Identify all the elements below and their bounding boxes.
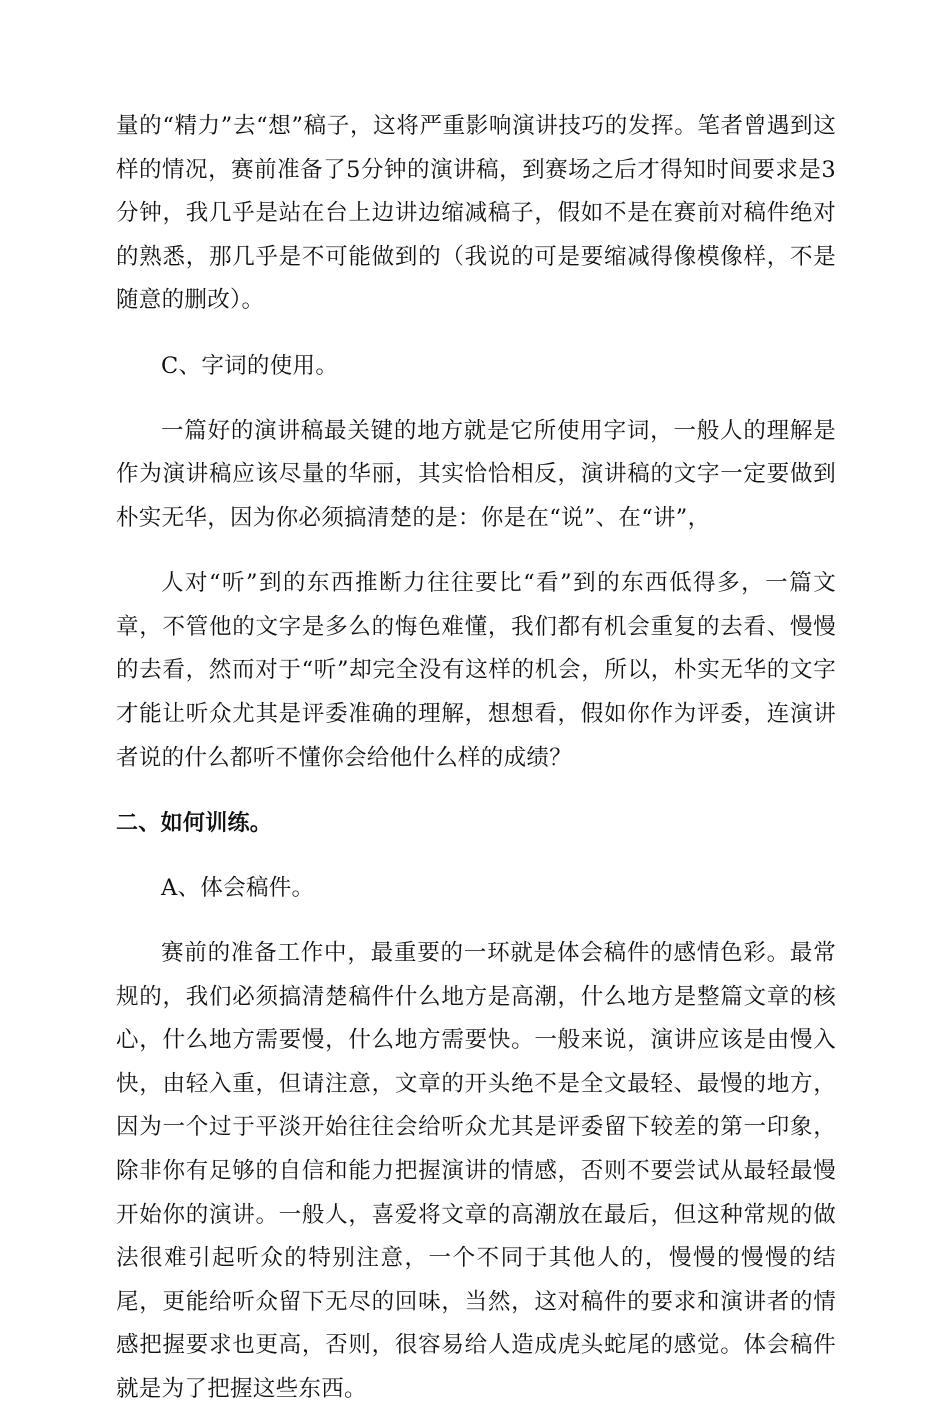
paragraph-gap (116, 541, 836, 563)
paragraph-listening-vs-reading: 人对“听”到的东西推断力往往要比“看”到的东西低得多，一篇文章，不管他的文字是多么的悔色难懂，我们都有机会重复的去看、慢慢的去看，然而对于“听”却完全没有这样的机会，所以，朴实无华的文字才能让听众尤其是评委准确的理解，想想看，假如你作为评委，连演讲者说的什么都听不懂你会给他什么样的成绩？ (116, 570, 836, 771)
paragraph-preparation-experience: 量的“精力”去“想”稿子，这将严重影响演讲技巧的发挥。笔者曾遇到这样的情况，赛前准备了5分钟的演讲稿，到赛场之后才得知时间要求是3分钟，我几乎是站在台上边讲边缩减稿子，假如不是在赛前对稿件绝对的熟悉，那几乎是不可能做到的（我说的可是要缩减得像模像样，不是随意的删改）。 (116, 113, 836, 314)
paragraph-gap (116, 845, 836, 867)
paragraph-gap (116, 323, 836, 345)
paragraph-gap (116, 388, 836, 410)
paragraph-word-choice: 一篇好的演讲稿最关键的地方就是它所使用字词，一般人的理解是作为演讲稿应该尽量的华丽，其实恰恰相反，演讲稿的文字一定要做到朴实无华，因为你必须搞清楚的是：你是在“说”、在“讲”， (116, 417, 836, 531)
subheading-word-usage: C、字词的使用。 (161, 352, 339, 379)
document-body (116, 105, 836, 1412)
section-heading-training: 二、如何训练。 (116, 810, 273, 836)
paragraph-gap (116, 780, 836, 802)
subheading-understand-script: A、体会稿件。 (161, 874, 315, 901)
paragraph-script-emotion: 赛前的准备工作中，最重要的一环就是体会稿件的感情色彩。最常规的，我们必须搞清楚稿件什么地方是高潮，什么地方是整篇文章的核心，什么地方需要慢，什么地方需要快。一般来说，演讲应该是由慢入快，由轻入重，但请注意，文章的开头绝不是全文最轻、最慢的地方，因为一个过于平淡开始往往会给听众尤其是评委留下较差的第一印象，除非你有足够的自信和能力把握演讲的情感，否则不要尝试从最轻最慢开始你的演讲。一般人，喜爱将文章的高潮放在最后，但这种常规的做法很难引起听众的特别注意，一个不同于其他人的，慢慢的慢慢的结尾，更能给听众留下无尽的回味，当然，这对稿件的要求和演讲者的情感把握要求也更高，否则，很容易给人造成虎头蛇尾的感觉。体会稿件就是为了把握这些东西。 (116, 940, 836, 1402)
paragraph-gap (116, 910, 836, 932)
